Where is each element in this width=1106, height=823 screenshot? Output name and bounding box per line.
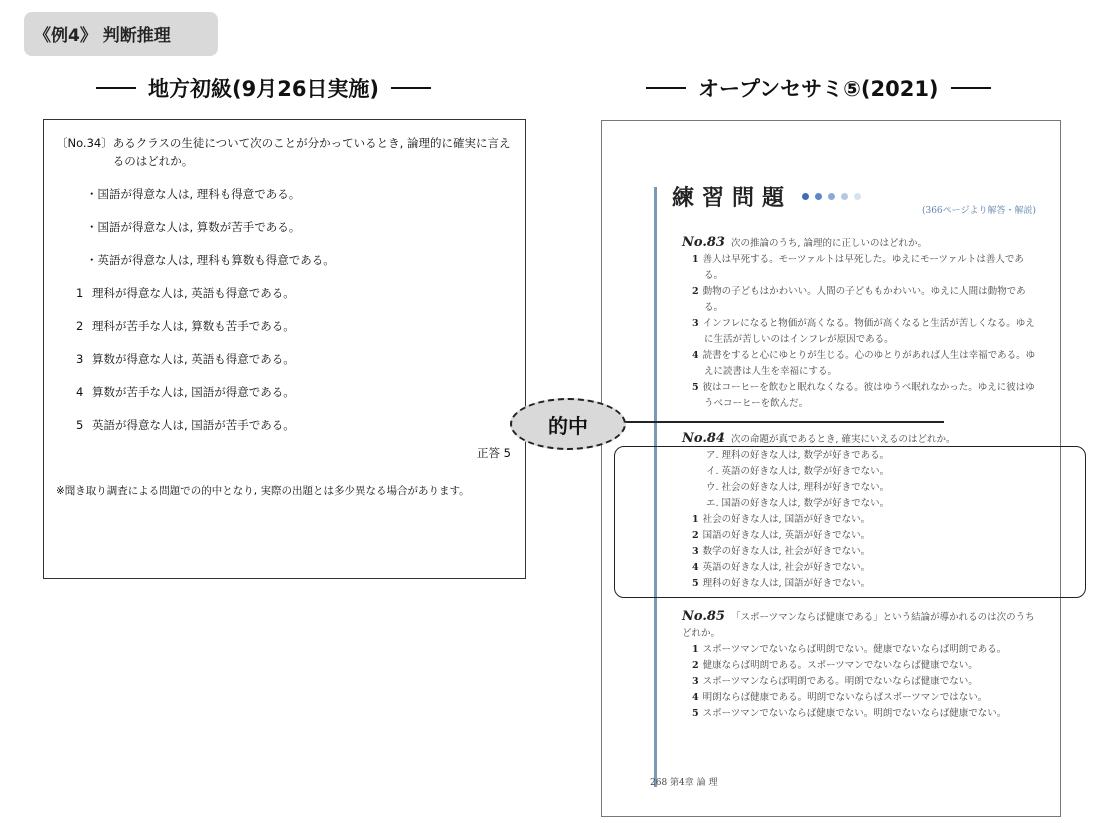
choice-item bbox=[76, 416, 513, 434]
premise-item: ・英語が得意な人は, 理科も算数も得意である。 bbox=[86, 253, 335, 267]
problem-number: No.83 bbox=[682, 235, 725, 250]
problem-number: No.84 bbox=[682, 431, 725, 446]
problem-choice bbox=[682, 642, 1037, 658]
proposition: ウ. 社会の好きな人は, 理科が好きでない。 bbox=[706, 482, 890, 493]
hit-highlight-frame bbox=[614, 446, 1086, 598]
problem-question: 次の命題が真であるとき, 確実にいえるのはどれか。 bbox=[730, 434, 956, 445]
choice-text: 英語が得意な人は, 国語が苦手である。 bbox=[92, 418, 295, 432]
question-text: あるクラスの生徒について次のことが分かっているとき, 論理的に確実に言えるのはどれか。 bbox=[112, 136, 511, 168]
choice-number: 4 bbox=[692, 350, 699, 361]
choice-number: 4 bbox=[692, 692, 699, 703]
choice-text: 動物の子どもはかわいい。人間の子どももかわいい。ゆえに人間は動物である。 bbox=[702, 286, 1026, 313]
problem-choice bbox=[682, 284, 1037, 316]
proposition: エ. 国語の好きな人は, 数学が好きでない。 bbox=[706, 498, 890, 509]
choice-text: 算数が苦手な人は, 国語が得意である。 bbox=[92, 385, 295, 399]
choice-number: 5 bbox=[692, 708, 699, 719]
problem-choice bbox=[682, 316, 1037, 348]
choice-text: 彼はコーヒーを飲むと眠れなくなる。彼はゆうべ眠れなかった。ゆえに彼はゆうべコーヒーを飲んだ。 bbox=[702, 382, 1035, 409]
choice-number: 3 bbox=[692, 318, 699, 329]
choice-text: インフレになると物価が高くなる。物価が高くなると生活が苦しくなる。ゆえに生活が苦しいのはインフレが原因である。 bbox=[702, 318, 1035, 345]
heading-dash-right bbox=[951, 87, 991, 89]
choice-number: 2 bbox=[76, 319, 84, 333]
problem-heading bbox=[682, 235, 1037, 252]
choice-list bbox=[56, 284, 513, 434]
choice-text: スポーツマンでないならば健康でない。明朗でないならば健康でない。 bbox=[702, 708, 1007, 719]
choice-number: 2 bbox=[692, 660, 699, 671]
choice-text: スポーツマンでないならば明朗でない。健康でないならば明朗である。 bbox=[702, 644, 1007, 655]
choice-text: 善人は早死する。モーツァルトは早死した。ゆえにモーツァルトは善人である。 bbox=[702, 254, 1024, 281]
choice-number: 3 bbox=[76, 352, 84, 366]
right-heading-text: オープンセサミ⑤(2021) bbox=[698, 77, 939, 101]
problem-heading bbox=[682, 609, 1037, 642]
choice-number: 4 bbox=[692, 562, 699, 573]
choice-number: 3 bbox=[692, 546, 699, 557]
choice-number: 5 bbox=[76, 418, 84, 432]
problem-choice bbox=[682, 658, 1037, 674]
dot-icon bbox=[815, 193, 822, 200]
proposition: イ. 英語の好きな人は, 数学が好きでない。 bbox=[706, 466, 890, 477]
premise-list bbox=[56, 185, 513, 269]
problem-question: 「スポーツマンならば健康である」という結論が導かれるのは次のうちどれか。 bbox=[682, 612, 1035, 639]
answer-reference: (366ページより解答・解説) bbox=[921, 206, 1036, 216]
choice-item bbox=[76, 350, 513, 368]
dot-icon bbox=[828, 193, 835, 200]
hit-badge: 的中 bbox=[510, 398, 626, 450]
choice-text: 理科の好きな人は, 国語が好きでない。 bbox=[702, 578, 871, 589]
choice-text: 明朗ならば健康である。明朗でないならばスポーツマンではない。 bbox=[702, 692, 988, 703]
choice-text: 理科が得意な人は, 英語も得意である。 bbox=[92, 286, 295, 300]
dot-icon bbox=[854, 193, 861, 200]
choice-number: 5 bbox=[692, 382, 699, 393]
problem-83 bbox=[682, 235, 1037, 412]
choice-text: 数学の好きな人は, 社会が好きでない。 bbox=[702, 546, 871, 557]
choice-item bbox=[76, 383, 513, 401]
problem-85 bbox=[682, 609, 1037, 722]
choice-text: 健康ならば明朗である。スポーツマンでないならば健康でない。 bbox=[702, 660, 978, 671]
problem-question: 次の推論のうち, 論理的に正しいのはどれか。 bbox=[730, 238, 927, 249]
choice-number: 2 bbox=[692, 530, 699, 541]
left-column-heading bbox=[84, 73, 443, 103]
right-column-heading bbox=[634, 73, 1003, 103]
page-title: 練習問題 bbox=[672, 185, 793, 211]
example-tag: 《例4》 判断推理 bbox=[24, 12, 218, 56]
problem-choice bbox=[682, 674, 1037, 690]
choice-number: 3 bbox=[692, 676, 699, 687]
footnote: ※聞き取り調査による問題での的中となり, 実際の出題とは多少異なる場合があります。 bbox=[56, 485, 470, 497]
choice-number: 1 bbox=[692, 514, 699, 525]
choice-text: 算数が得意な人は, 英語も得意である。 bbox=[92, 352, 295, 366]
exam-question-box bbox=[43, 119, 526, 579]
exam-question bbox=[56, 134, 513, 170]
title-dots bbox=[802, 193, 861, 200]
choice-text: 読書をすると心にゆとりが生じる。心のゆとりがあれば人生は幸福である。ゆえに読書は人生を幸福にする。 bbox=[702, 350, 1036, 377]
heading-dash-left bbox=[96, 87, 136, 89]
problem-choice bbox=[682, 690, 1037, 706]
choice-number: 1 bbox=[692, 254, 699, 265]
choice-text: 社会の好きな人は, 国語が好きでない。 bbox=[702, 514, 871, 525]
choice-number: 2 bbox=[692, 286, 699, 297]
premise-item: ・国語が得意な人は, 理科も得意である。 bbox=[86, 187, 301, 201]
choice-number: 5 bbox=[692, 578, 699, 589]
proposition: ア. 理科の好きな人は, 数学が好きである。 bbox=[706, 450, 890, 461]
question-number: 〔No.34〕 bbox=[56, 136, 113, 150]
problem-choice bbox=[682, 348, 1037, 380]
choice-number: 4 bbox=[76, 385, 84, 399]
choice-text: 国語の好きな人は, 英語が好きでない。 bbox=[702, 530, 871, 541]
choice-number: 1 bbox=[76, 286, 84, 300]
choice-text: スポーツマンならば明朗である。明朗でないならば健康でない。 bbox=[702, 676, 978, 687]
problem-choice bbox=[682, 380, 1037, 412]
page-footer: 268 第4章 論 理 bbox=[650, 778, 718, 788]
premise-item: ・国語が得意な人は, 算数が苦手である。 bbox=[86, 220, 301, 234]
choice-text: 英語の好きな人は, 社会が好きでない。 bbox=[702, 562, 871, 573]
choice-number: 1 bbox=[692, 644, 699, 655]
correct-answer: 正答 5 bbox=[477, 446, 511, 460]
problem-choice bbox=[682, 706, 1037, 722]
choice-item bbox=[76, 317, 513, 335]
dot-icon bbox=[841, 193, 848, 200]
heading-dash-right bbox=[391, 87, 431, 89]
dot-icon bbox=[802, 193, 809, 200]
problem-number: No.85 bbox=[682, 609, 725, 624]
hit-connector-line bbox=[624, 421, 944, 423]
choice-item bbox=[76, 284, 513, 302]
heading-dash-left bbox=[646, 87, 686, 89]
problem-choice bbox=[682, 252, 1037, 284]
left-heading-text: 地方初級(9月26日実施) bbox=[148, 77, 380, 101]
choice-text: 理科が苦手な人は, 算数も苦手である。 bbox=[92, 319, 295, 333]
